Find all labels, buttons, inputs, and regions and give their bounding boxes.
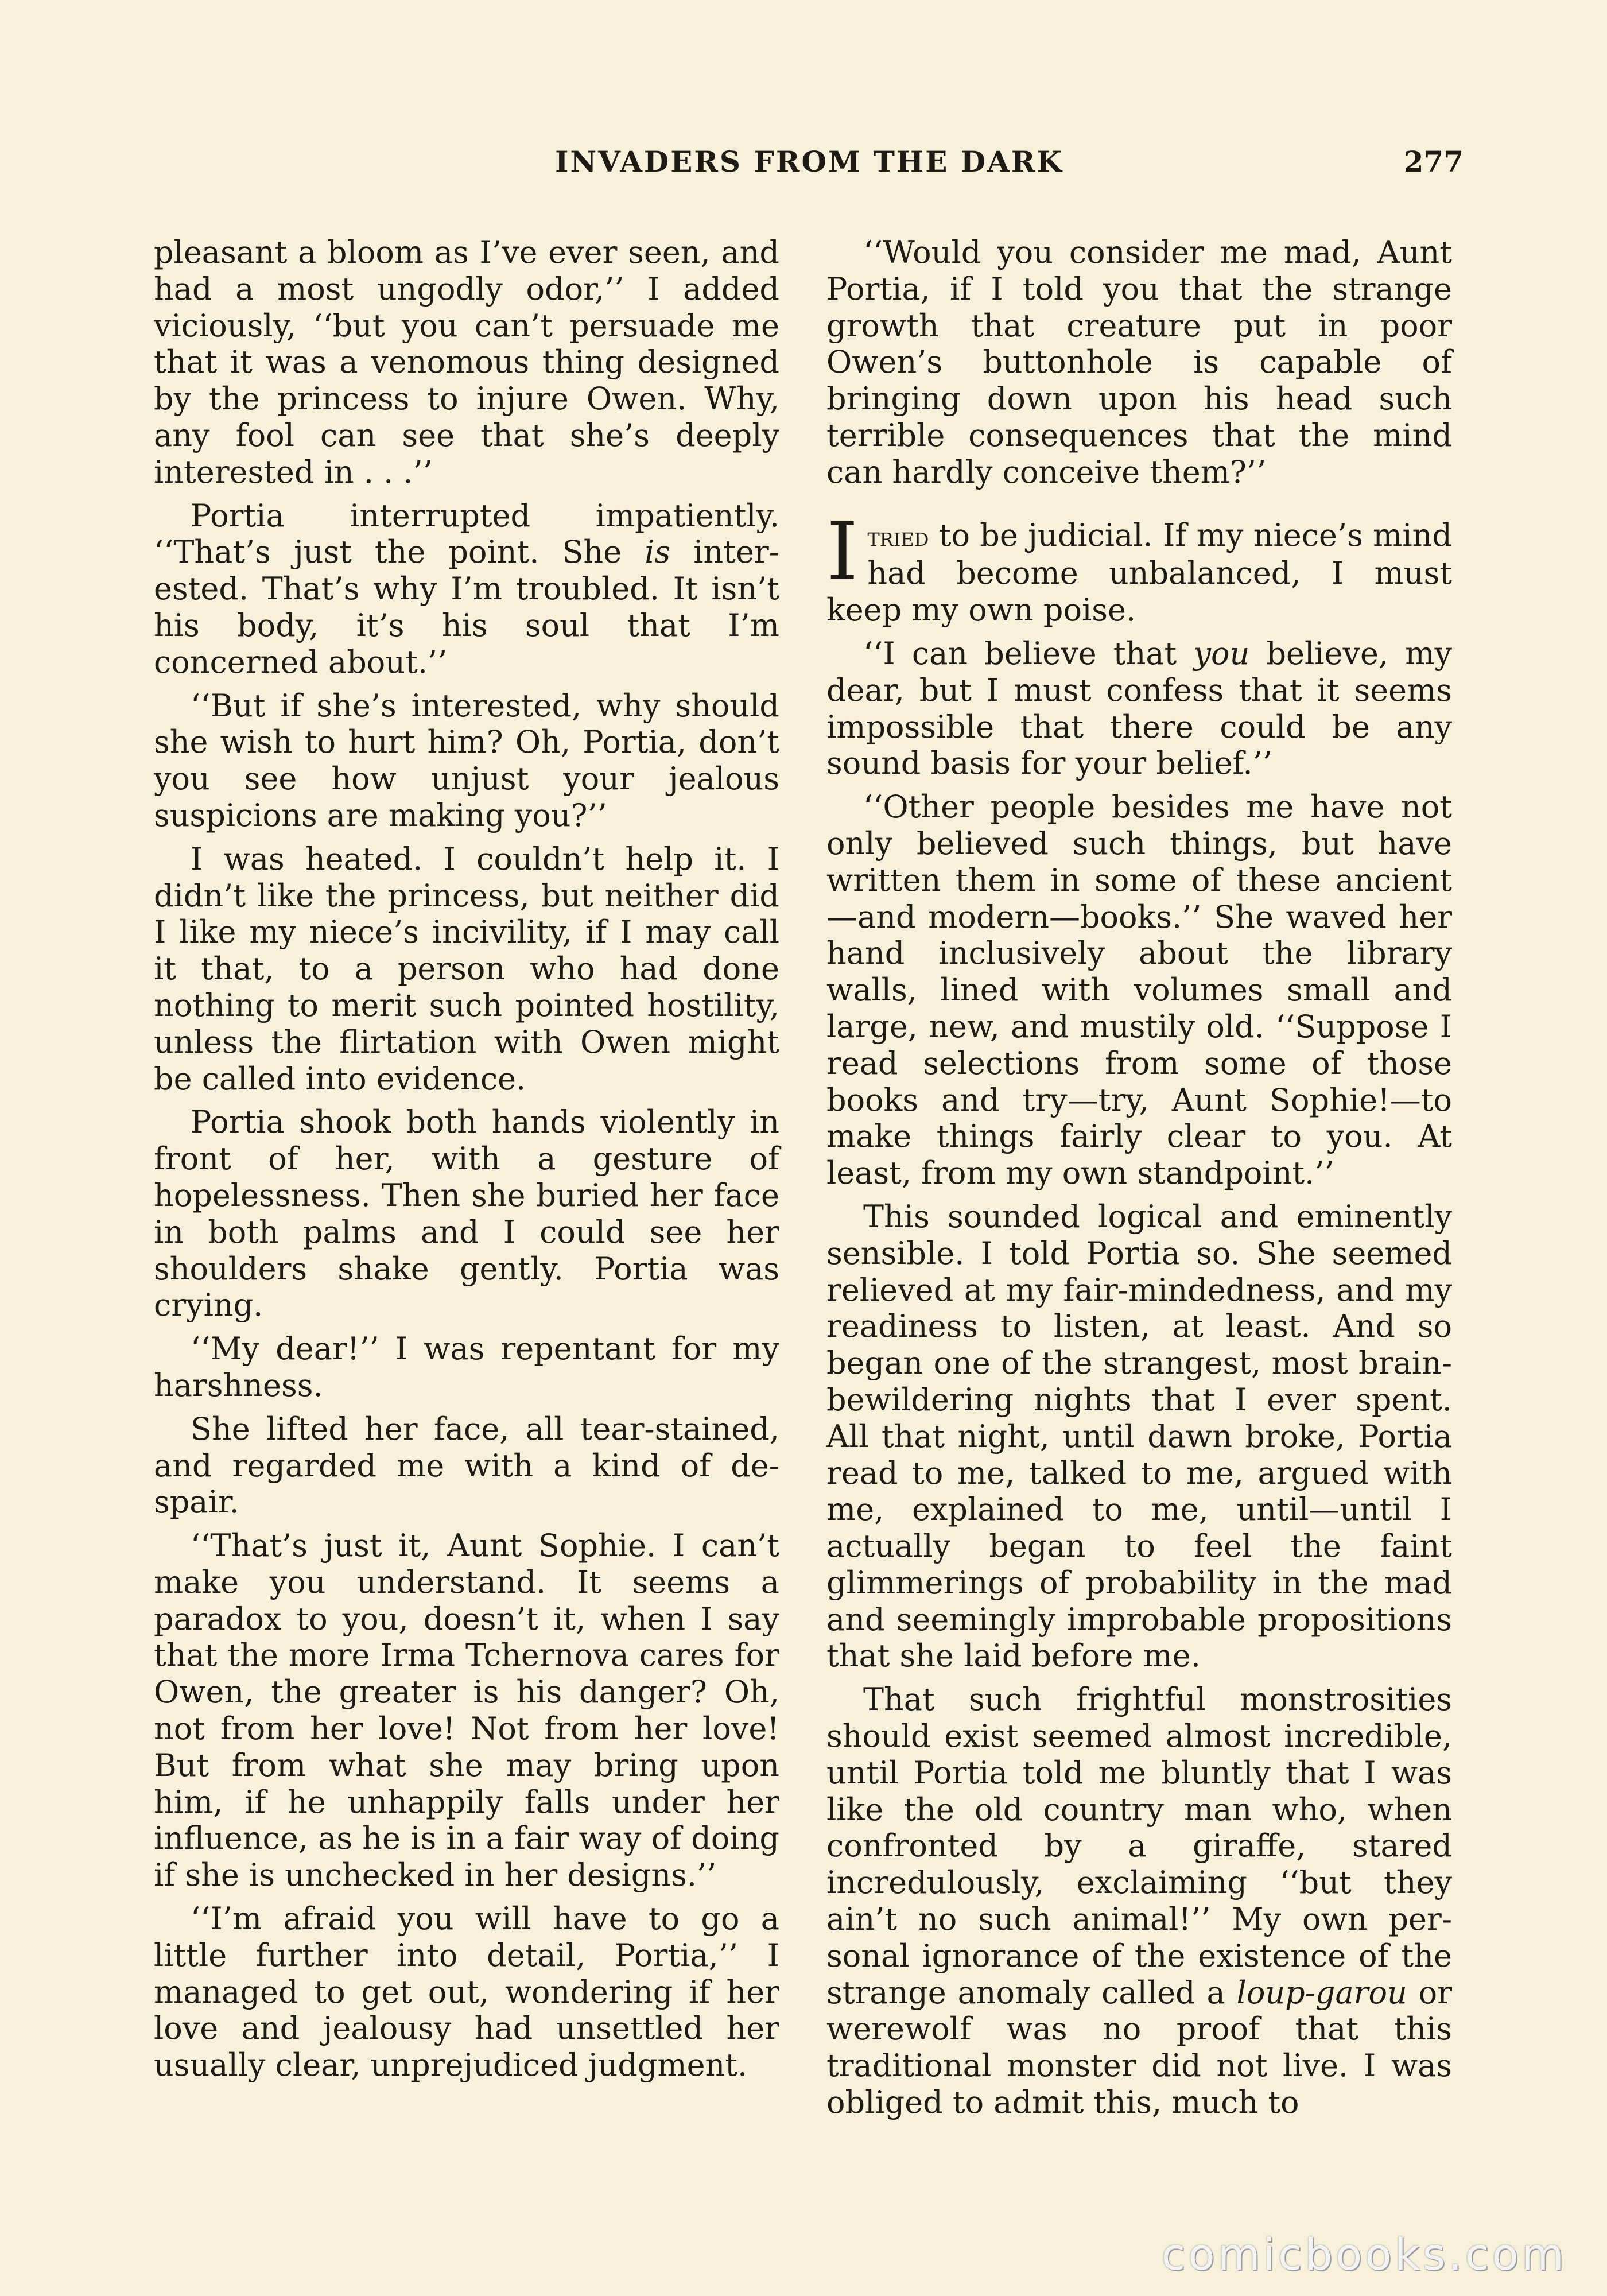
paragraph: I was heated. I couldn’t help it. I didn’t like the princess, but neither did I like my niece’s incivility, if I may call it that, to a person who had done nothing to merit such pointed hostility, unless the flirtation with Owen might be called into evidence.: [154, 840, 779, 1097]
page-header: [155, 145, 1464, 191]
text-run: to be judicial. If my niece’s mind had become unbalanced, I must keep my own poise.: [826, 517, 1452, 629]
paragraph: Portia shook both hands violently in front of her, with a gesture of hopelessness. Then she buried her face in both palms and I could see her shoulders shake gently. Portia was crying.: [154, 1104, 779, 1324]
emphasis: is: [645, 534, 671, 571]
drop-cap: I: [826, 505, 859, 599]
paragraph: ‘‘But if she’s interested, why should she wish to hurt him? Oh, Portia, don’t you see how unjust your jealous suspicions are making you?’’: [154, 687, 779, 833]
paragraph: [826, 635, 1452, 782]
watermark: comicbooks.com: [1161, 2229, 1567, 2280]
paragraph: ‘‘That’s just it, Aunt Sophie. I can’t make you understand. It seems a paradox to you, doesn’t it, when I say that the more Irma Tchernova cares for Owen, the greater is his danger? Oh, not from her love! Not from her love! But from what she may bring upon him, if he unhappily falls under her influence, as he is in a fair way of doing if she is unchecked in her designs.’’: [154, 1527, 779, 1894]
emphasis: you: [1193, 635, 1250, 672]
right-column: [826, 234, 1452, 2128]
page-number: 277: [1403, 145, 1464, 179]
paragraph: ‘‘I’m afraid you will have to go a little further into detail, Portia,’’ I managed to get out, wondering if her love and jealousy had unsettled her usually clear, unprejudiced judgment.: [154, 1901, 779, 2084]
emphasis: loup-garou: [1236, 1974, 1407, 2011]
paragraph: ‘‘My dear!’’ I was repentant for my harshness.: [154, 1331, 779, 1403]
paragraph: This sounded logical and eminently sensible. I told Portia so. She seemed relieved at my fair-mindedness, and my readiness to listen, at least. And so began one of the strangest, most brain-bewildering nights that I ever spent. All that night, until dawn broke, Portia read to me, talked to me, argued with me, explained to me, until—until I actually began to feel the faint glimmerings of probability in the mad and seemingly improbable propositions that she laid before me.: [826, 1198, 1452, 1674]
paragraph: [826, 1681, 1452, 2121]
text-run: ‘‘I can believe that: [863, 635, 1194, 672]
text-run: That such frightful monstrosities should exist seemed almost incredible, until Portia told me bluntly that I was like the old country man who, when confronted by a giraffe, stared incredulously, exclaiming ‘‘but they ain’t no such animal!’’ My own personal ignorance of the existence of the strange anomaly called a: [826, 1681, 1452, 2011]
text-run: or werewolf was no proof that this traditional monster did not live. I was obliged to admit this, much to: [826, 1974, 1452, 2121]
text-run: Portia interrupted impatiently. ‘‘That’s just the point. She: [154, 497, 779, 571]
section-opening-paragraph: [826, 505, 1452, 629]
small-caps-word: tried: [867, 521, 929, 552]
left-column: [154, 234, 779, 2091]
paragraph: She lifted her face, all tear-stained, and regarded me with a kind of despair.: [154, 1410, 779, 1521]
paragraph: pleasant a bloom as I’ve ever seen, and had a most ungodly odor,’’ I added viciously, ‘‘but you can’t persuade me that it was a venomous thing designed by the princess to injure Owen. Why, any fool can see that she’s deeply interested in . . .’’: [154, 234, 779, 490]
paragraph: [154, 498, 779, 681]
paragraph: ‘‘Other people besides me have not only believed such things, but have written them in some of these ancient —and modern—books.’’ She waved her hand inclusively about the library walls, lined with volumes small and large, new, and mustily old. ‘‘Suppose I read selections from some of those books and try—try, Aunt Sophie!—to make things fairly clear to you. At least, from my own standpoint.’’: [826, 789, 1452, 1192]
running-head: INVADERS FROM THE DARK: [555, 145, 1063, 179]
paragraph: ‘‘Would you consider me mad, Aunt Portia, if I told you that the strange growth that creature put in poor Owen’s buttonhole is capable of bringing down upon his head such terrible consequences that the mind can hardly conceive them?’’: [826, 234, 1452, 490]
text-run: interested. That’s why I’m troubled. It isn’t his body, it’s his soul that I’m concerned about.’’: [154, 534, 779, 680]
text-run: believe, my dear, but I must confess that it seems impossible that there could be any sound basis for your belief.’’: [826, 635, 1452, 782]
